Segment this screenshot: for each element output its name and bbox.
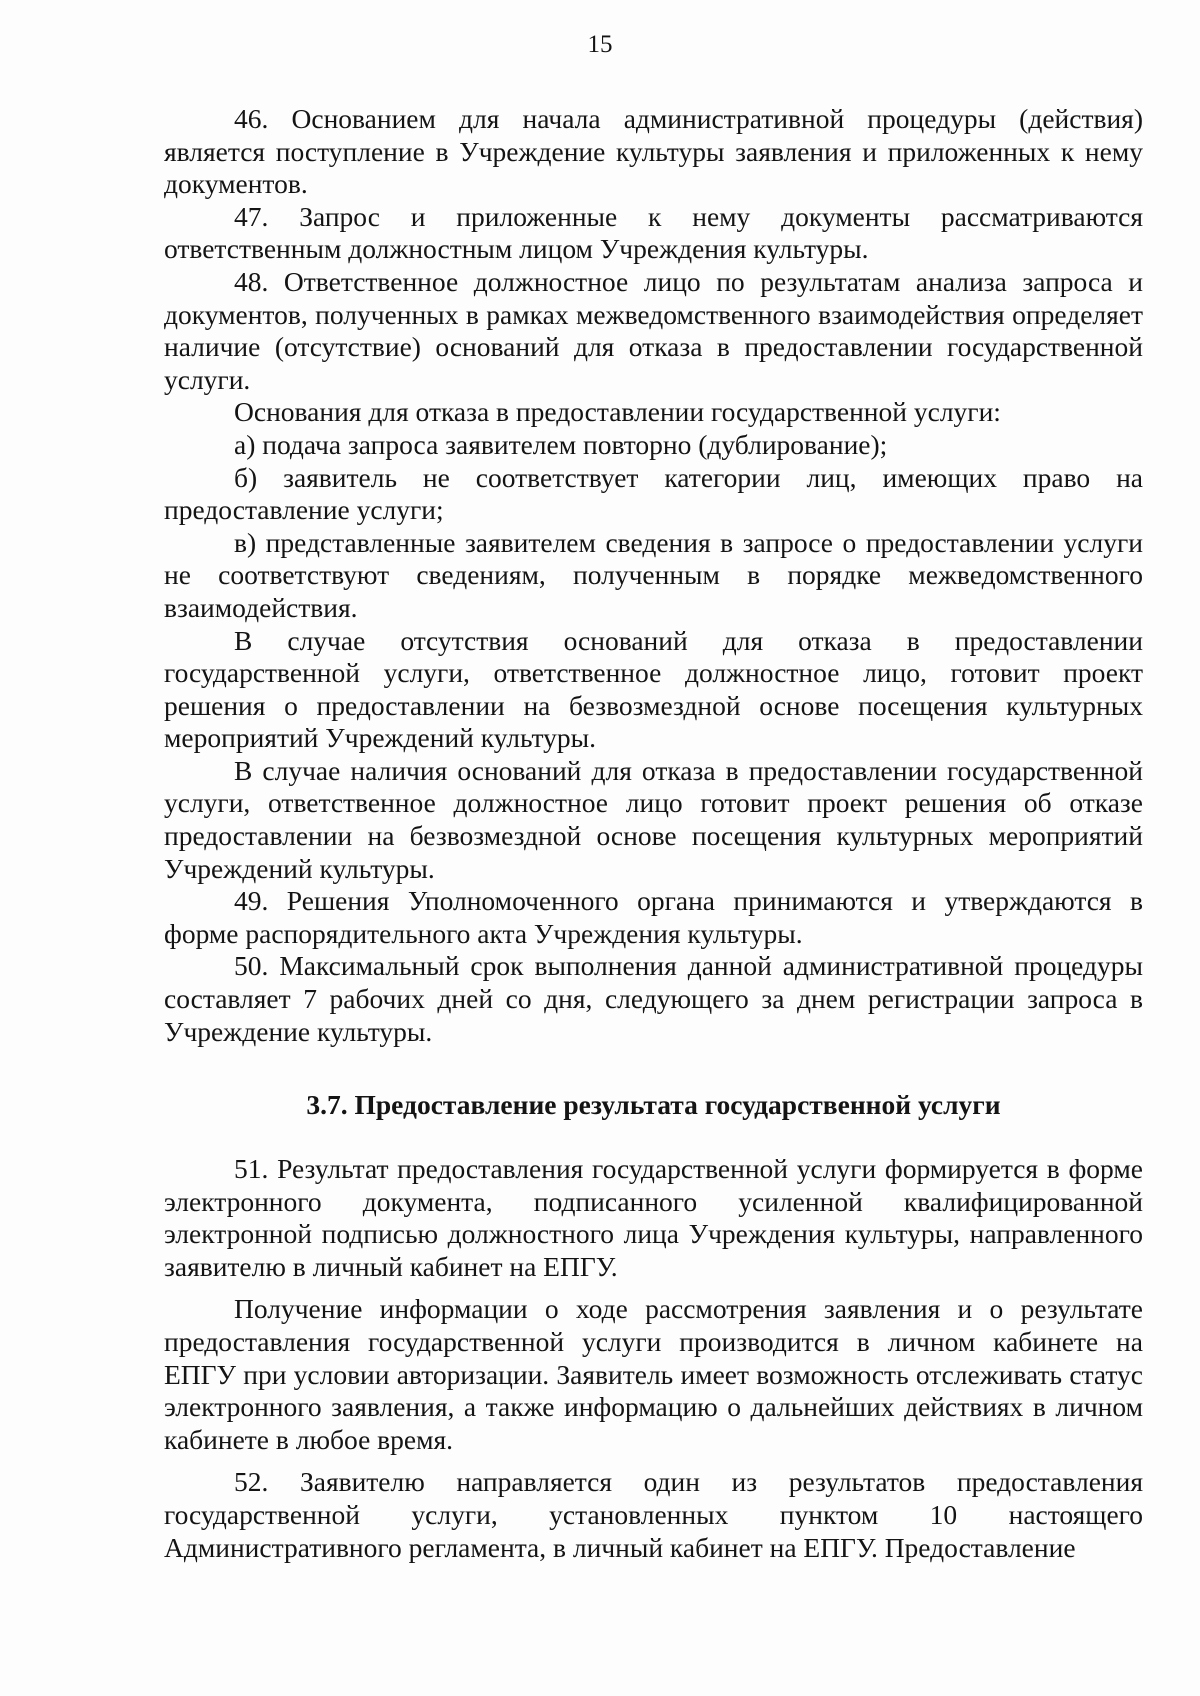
paragraph-no-grounds-case: В случае отсутствия оснований для отказа в предоставлении государственной услуги, ответственное должностное лицо, готовит проект решения о предоставлении на безвозмездной основе посещения культурных мероприятий Учреждений культуры. [164,624,1143,754]
paragraph-51: 51. Результат предоставления государственной услуги формируется в форме электронного документа, подписанного усиленной квалифицированной электронной подписью должностного лица Учреждения культуры, направленного заявителю в личный кабинет на ЕПГУ. [164,1153,1143,1282]
paragraph-grounds-case: В случае наличия оснований для отказа в предоставлении государственной услуги, ответственное должностное лицо готовит проект решения об отказе предоставлении на безвозмездной основе посещения культурных мероприятий Учреждений культуры. [164,754,1143,884]
paragraph-46: 46. Основанием для начала административной процедуры (действия) является поступление в Учреждение культуры заявления и приложенных к нему документов. [164,103,1143,200]
body-text-before-heading [164,103,1143,1048]
paragraph-49: 49. Решения Уполномоченного органа принимаются и утверждаются в форме распорядительного акта Учреждения культуры. [164,885,1143,949]
paragraph-refusal-ground-c: в) представленные заявителем сведения в запросе о предоставлении услуги не соответствуют сведениям, полученным в порядке межведомственного взаимодействия. [164,526,1143,623]
paragraph-refusal-grounds-intro: Основания для отказа в предоставлении государственной услуги: [234,396,1001,428]
paragraph-50: 50. Максимальный срок выполнения данной административной процедуры составляет 7 рабочих дней со дня, следующего за днем регистрации запроса в Учреждение культуры. [164,950,1143,1047]
body-text-after-heading [164,1153,1143,1564]
paragraph-48: 48. Ответственное должностное лицо по результатам анализа запроса и документов, полученных в рамках межведомственного взаимодействия определяет наличие (отсутствие) оснований для отказа в предоставлении государственной услуги. [164,265,1143,395]
paragraph-52: 52. Заявителю направляется один из результатов предоставления государственной услуги, установленных пунктом 10 настоящего Административного регламента, в личный кабинет на ЕПГУ. Предоставление [164,1466,1143,1563]
page-number: 15 [587,31,613,58]
section-heading: 3.7. Предоставление результата государственной услуги [306,1089,1001,1120]
paragraph-refusal-ground-b: б) заявитель не соответствует категории лиц, имеющих право на предоставление услуги; [164,461,1143,526]
paragraph-status-info: Получение информации о ходе рассмотрения заявления и о результате предоставления государственной услуги производится в личном кабинете на ЕПГУ при условии авторизации. Заявитель имеет возможность отслеживать статус электронного заявления, а также информацию о дальнейших действиях в личном кабинете в любое время. [164,1293,1143,1455]
paragraph-refusal-ground-a: а) подача запроса заявителем повторно (дублирование); [234,428,888,460]
paragraph-47: 47. Запрос и приложенные к нему документы рассматриваются ответственным должностным лицом Учреждения культуры. [164,200,1143,265]
